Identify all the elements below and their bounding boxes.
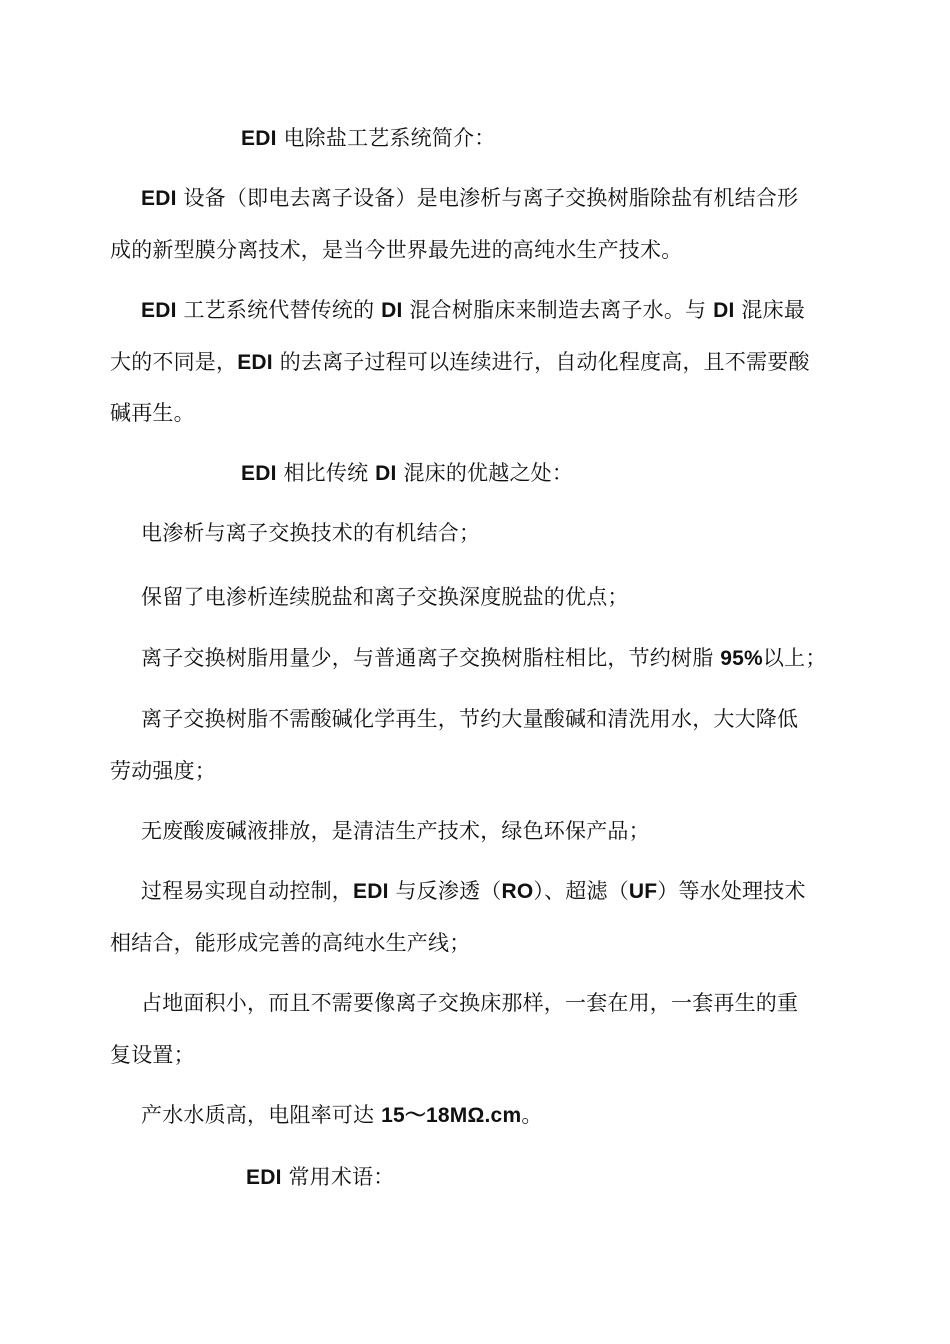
- text: 与反渗透（: [388, 879, 502, 903]
- heading-text: 相比传统: [276, 461, 376, 485]
- list-item: [141, 644, 827, 673]
- text: 工艺系统代替传统的: [176, 298, 382, 322]
- paragraph-line: [141, 184, 798, 213]
- list-item-continuation: [110, 757, 216, 785]
- text-bold: 15～18MΩ.cm: [381, 1104, 522, 1127]
- paragraph-line: [110, 399, 195, 427]
- text: 电渗析与离子交换技术的有机结合；: [141, 521, 481, 545]
- text: 产水水质高，电阻率可达: [141, 1103, 382, 1127]
- text: 劳动强度；: [110, 759, 216, 783]
- text-bold: DI: [381, 299, 403, 322]
- text-bold: EDI: [141, 299, 177, 322]
- text: 混合树脂床来制造去离子水。与: [402, 298, 714, 322]
- text: 大的不同是，: [110, 350, 238, 374]
- text: 的去离子过程可以连续进行，自动化程度高，且不需要酸: [272, 350, 810, 374]
- paragraph-line: [110, 348, 810, 377]
- text: ）等水处理技术: [657, 879, 806, 903]
- text: 占地面积小，而且不需要像离子交换床那样，一套在用，一套再生的重: [141, 991, 799, 1015]
- text: 无废酸废碱液排放，是清洁生产技术，绿色环保产品；: [141, 819, 650, 843]
- text: 过程易实现自动控制，: [141, 879, 353, 903]
- text-bold: EDI: [141, 187, 177, 210]
- text-bold: 95%: [720, 647, 763, 670]
- heading-text-bold: EDI: [241, 462, 277, 485]
- text: 设备（即电去离子设备）是电渗析与离子交换树脂除盐有机结合形: [176, 186, 799, 210]
- list-item: [141, 877, 806, 906]
- heading-text: 混床的优越之处：: [396, 461, 574, 485]
- text-bold: DI: [713, 299, 735, 322]
- list-item-continuation: [110, 1041, 195, 1069]
- paragraph-line: [110, 236, 682, 264]
- list-item: [141, 1101, 543, 1130]
- text: ）、超滤（: [533, 879, 629, 903]
- heading-text-bold: EDI: [246, 1166, 282, 1189]
- text-bold: RO: [501, 880, 534, 903]
- section-heading-terms: [246, 1163, 394, 1192]
- text: 保留了电渗析连续脱盐和离子交换深度脱盐的优点；: [141, 585, 629, 609]
- list-item: [141, 989, 798, 1017]
- text: 相结合，能形成完善的高纯水生产线；: [110, 931, 471, 955]
- text: 。: [521, 1103, 543, 1127]
- text-bold: EDI: [237, 351, 273, 374]
- text: 离子交换树脂用量少，与普通离子交换树脂柱相比，节约树脂: [141, 646, 721, 670]
- text: 复设置；: [110, 1043, 195, 1067]
- text: 混床最: [734, 298, 806, 322]
- text: 成的新型膜分离技术，是当今世界最先进的高纯水生产技术。: [110, 238, 683, 262]
- heading-text-bold: EDI: [241, 127, 277, 150]
- text: 以上；: [762, 646, 827, 670]
- heading-text-bold: DI: [375, 462, 397, 485]
- heading-text: 常用术语：: [281, 1165, 395, 1189]
- section-heading-advantages: [241, 459, 573, 488]
- text-bold: UF: [628, 880, 658, 903]
- text: 离子交换树脂不需酸碱化学再生，节约大量酸碱和清洗用水，大大降低: [141, 707, 799, 731]
- list-item-continuation: [110, 929, 470, 957]
- heading-text: 电除盐工艺系统简介：: [276, 126, 496, 150]
- text: 碱再生。: [110, 401, 195, 425]
- paragraph-line: [141, 296, 805, 325]
- list-item: [141, 519, 480, 547]
- list-item: [141, 583, 629, 611]
- list-item: [141, 705, 798, 733]
- text-bold: EDI: [353, 880, 389, 903]
- list-item: [141, 817, 650, 845]
- section-heading-edi-intro: [241, 124, 495, 153]
